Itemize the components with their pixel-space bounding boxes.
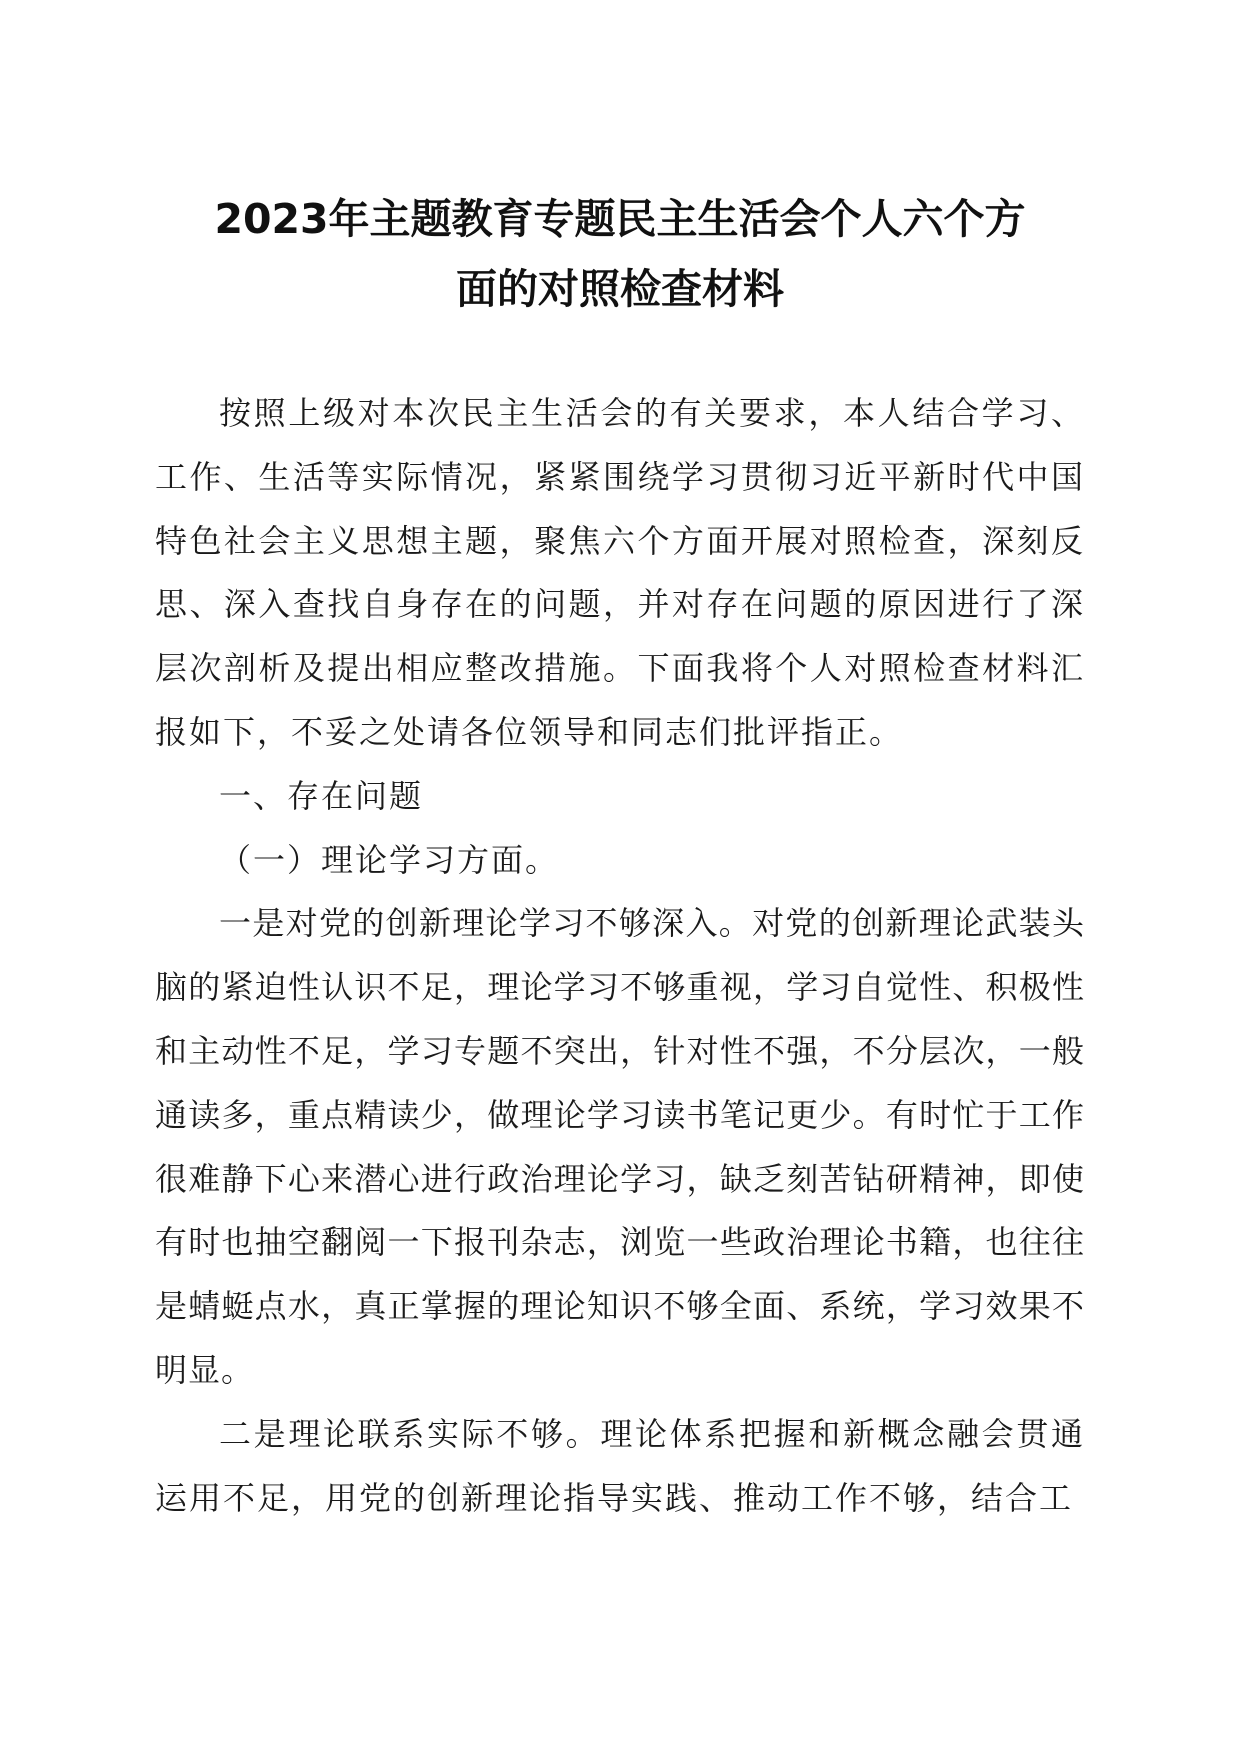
document-title-line-2: 面的对照检查材料 [456, 265, 784, 313]
subsection-heading-theory-study: （一）理论学习方面。 [219, 840, 560, 879]
document-body [155, 382, 1085, 1530]
document-title-line-1: 2023年主题教育专题民主生活会个人六个方 [214, 195, 1026, 243]
section-heading-problems: 一、存在问题 [219, 776, 424, 815]
point-1-paragraph: 一是对党的创新理论学习不够深入。对党的创新理论武装头脑的紧迫性认识不足，理论学习不够重视，学习自觉性、积极性和主动性不足，学习专题不突出，针对性不强，不分层次，一般通读多，重点精读少，做理论学习读书笔记更少。有时忙于工作很难静下心来潜心进行政治理论学习，缺乏刻苦钻研精神，即使有时也抽空翻阅一下报刊杂志，浏览一些政治理论书籍，也往往是蜻蜓点水，真正掌握的理论知识不够全面、系统，学习效果不明显。 [155, 904, 1085, 1389]
intro-paragraph: 按照上级对本次民主生活会的有关要求，本人结合学习、工作、生活等实际情况，紧紧围绕学习贯彻习近平新时代中国特色社会主义思想主题，聚焦六个方面开展对照检查，深刻反思、深入查找自身存在的问题，并对存在问题的原因进行了深层次剖析及提出相应整改措施。下面我将个人对照检查材料汇报如下，不妥之处请各位领导和同志们批评指正。 [155, 394, 1085, 751]
point-2-paragraph: 二是理论联系实际不够。理论体系把握和新概念融会贯通运用不足，用党的创新理论指导实践、推动工作不够，结合工 [155, 1414, 1085, 1517]
